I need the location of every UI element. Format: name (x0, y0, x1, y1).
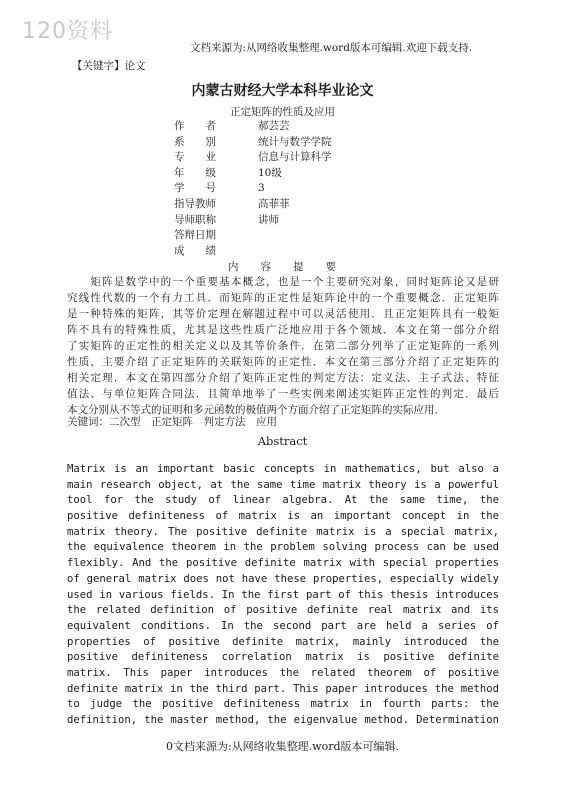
abstract-en-line: properties of positive definite matrix, mainly introduced the (67, 635, 499, 648)
info-label: 年 级 (174, 166, 216, 179)
abstract-en-line: positive definiteness correlation matrix is positive definite (67, 651, 499, 664)
info-label: 指导教师 (174, 197, 216, 210)
info-row (174, 213, 434, 229)
info-value: 3 (258, 182, 265, 195)
info-label: 答辩日期 (174, 229, 216, 242)
info-row (174, 150, 434, 166)
info-value: 郝芸芸 (258, 120, 290, 132)
abstract-en-line: tool for the study of linear algebra. At the same time, the (67, 494, 499, 507)
header-note: 文档来源为:从网络收集整理.word版本可编辑.欢迎下载支持. (190, 42, 473, 54)
info-label: 学 号 (174, 182, 216, 195)
abstract-cn-line: 矩阵是数学中的一个重要基本概念，也是一个主要研究对象，同时矩阵论又是研 (67, 276, 499, 288)
watermark-logo: 120资料 (22, 19, 113, 44)
abstract-cn-heading (228, 259, 358, 274)
abstract-cn-line: 本文分别从不等式的证明和多元函数的极值两个方面介绍了正定矩阵的实际应用． (67, 404, 445, 416)
info-value: 高菲菲 (258, 197, 290, 210)
abstract-en-line: main research object, at the same time matrix theory is a powerful (67, 478, 499, 491)
abstract-en-line: flexibly. And the positive definite matrix with special properties (67, 557, 499, 570)
abstract-cn-line: 性质，主要介绍了正定矩阵的关联矩阵的正定性．本文在第三部分介绍了正定矩阵的 (67, 356, 499, 368)
info-label: 专 业 (174, 151, 216, 164)
abstract-en-heading: Abstract (257, 434, 308, 448)
thesis-info-block (174, 119, 434, 259)
abstract-en-line: the equivalence theorem in the problem solving process can be used (67, 541, 499, 554)
abstract-en-line: used in various fields. In the first part of this thesis introduces (67, 588, 499, 601)
info-row (174, 181, 434, 197)
info-value: 信息与计算科学 (258, 151, 332, 164)
heading-char: 提 (293, 261, 304, 273)
info-row (174, 197, 434, 213)
footer-note: 0文档来源为:从网络收集整理.word版本可编辑. (165, 740, 400, 753)
info-label: 系 别 (174, 135, 216, 148)
keyword-tag: 【关键字】论文 (72, 60, 146, 72)
info-label: 成 绩 (174, 244, 216, 257)
heading-char: 内 (228, 261, 239, 273)
abstract-en-line: to judge the positive definiteness matrix in fourth parts: the (67, 698, 499, 711)
abstract-cn-line: 是一种特殊的矩阵，其等价定理在解题过程中可以灵活使用．且正定矩阵具有一般矩 (67, 308, 499, 320)
abstract-cn-line: 阵不具有的特殊性质，尤其是这些性质广泛地应用于各个领域．本文在第一部分介绍 (67, 324, 499, 336)
abstract-en-line: definition, the master method, the eigenvalue method. Determination (67, 714, 499, 726)
abstract-en-line: of general matrix does not have these properties, especially widely (67, 572, 499, 585)
abstract-cn (67, 274, 499, 418)
info-value: 讲师 (258, 213, 279, 226)
abstract-cn-line: 了实矩阵的正定性的相关定义以及其等价条件．在第二部分列举了正定矩阵的一系列 (67, 340, 499, 352)
info-value: 统计与数学学院 (258, 135, 332, 148)
abstract-en-line: matrix. This paper introduces the related theorem of positive (67, 666, 499, 679)
thesis-subtitle: 正定矩阵的性质及应用 (230, 106, 335, 118)
info-row (174, 244, 434, 260)
info-row (174, 119, 434, 135)
abstract-cn-line: 相关定理．本文在第四部分介绍了矩阵正定性的判定方法：定义法、主子式法、特征 (67, 372, 499, 384)
abstract-en-line: definite matrix in the third part. This paper introduces the method (67, 682, 499, 695)
abstract-en-line: positive definiteness of matrix is an important concept in the (67, 510, 499, 523)
heading-char: 要 (325, 261, 336, 273)
abstract-cn-line: 值法、与单位矩阵合同法．且简单地举了一些实例来阐述实矩阵正定性的判定．最后 (67, 388, 499, 400)
abstract-cn-line: 究线性代数的一个有力工具．而矩阵的正定性是矩阵论中的一个重要概念．正定矩阵 (67, 292, 499, 304)
abstract-en-line: Matrix is an important basic concepts in mathematics, but also a (67, 463, 499, 475)
info-value: 10级 (258, 166, 282, 179)
heading-char: 容 (260, 261, 271, 273)
keywords-cn: 关键词：二次型 正定矩阵 判定方法 应用 (67, 416, 277, 428)
info-label: 导师职称 (174, 213, 216, 226)
abstract-en-line: matrix theory. The positive definite matrix is a special matrix, (67, 525, 499, 538)
info-row (174, 135, 434, 151)
abstract-en (67, 462, 499, 729)
abstract-en-line: the related definition of positive definite real matrix and its (67, 604, 499, 617)
info-row (174, 166, 434, 182)
abstract-en-line: equivalent conditions. In the second part are held a series of (67, 619, 499, 632)
info-label: 作 者 (174, 120, 216, 132)
page-title: 内蒙古财经大学本科毕业论文 (191, 83, 374, 99)
info-row (174, 228, 434, 244)
